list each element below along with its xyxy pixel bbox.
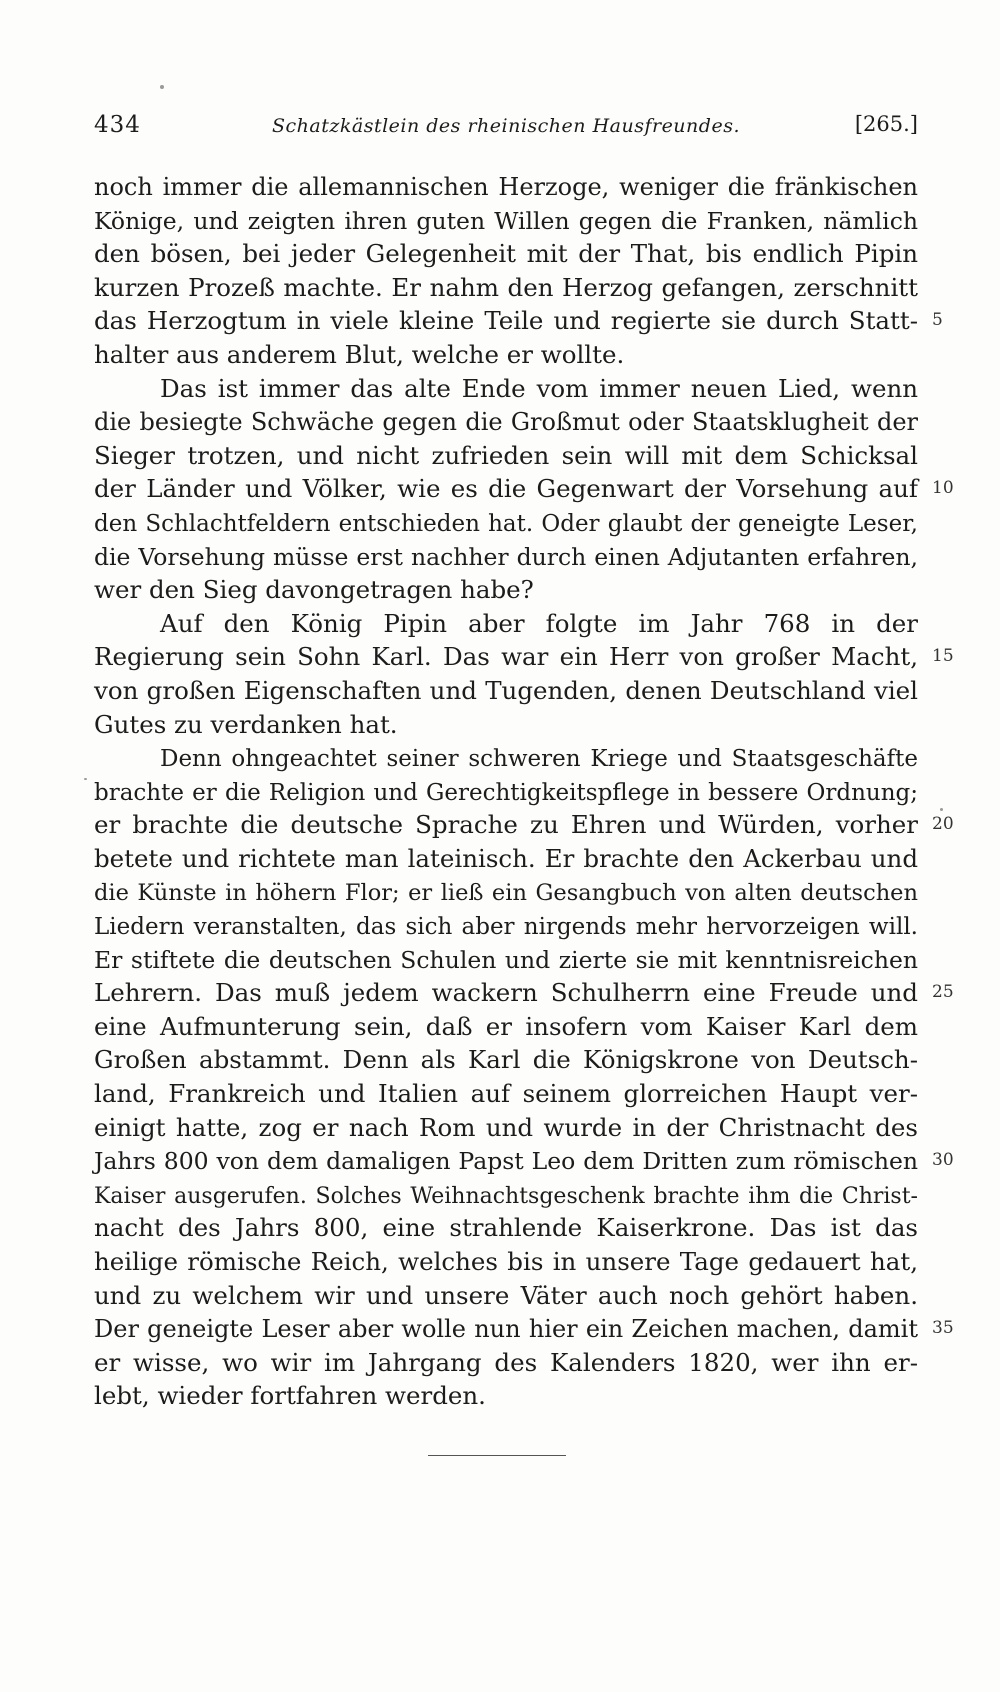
text-line xyxy=(94,405,918,439)
text-line xyxy=(94,1043,918,1077)
text-line xyxy=(94,842,918,876)
line-text: und zu welchem wir und unsere Väter auch noch gehört haben. xyxy=(94,1280,918,1310)
text-line xyxy=(94,170,918,204)
line-text: Sieger trotzen, und nicht zufrieden sein will mit dem Schicksal xyxy=(94,440,918,470)
line-text: die Vorsehung müsse erst nachher durch einen Adjutanten erfahren, xyxy=(94,542,918,571)
text-line xyxy=(94,875,918,909)
line-text: halter aus anderem Blut, welche er wollte. xyxy=(94,339,625,369)
line-text: land, Frankreich und Italien auf seinem glorreichen Haupt ver- xyxy=(94,1079,918,1109)
line-text: einigt hatte, zog er nach Rom und wurde in der Christnacht des xyxy=(94,1112,918,1142)
line-number: 25 xyxy=(932,982,954,1003)
text-line xyxy=(94,237,918,271)
line-text: noch immer die allemannischen Herzoge, weniger die fränkischen xyxy=(94,173,918,201)
line-text: heilige römische Reich, welches bis in unsere Tage gedauert hat, xyxy=(94,1247,918,1276)
text-line xyxy=(94,1111,918,1145)
line-text: Denn ohngeachtet seiner schweren Kriege und Staatsgeschäfte xyxy=(160,746,918,773)
section-mark: [265.] xyxy=(854,112,918,136)
text-line xyxy=(94,674,918,708)
line-text: Gutes zu verdanken hat. xyxy=(94,709,398,739)
line-text: Auf den König Pipin aber folgte im Jahr 768 in der xyxy=(160,608,918,638)
text-line xyxy=(94,1010,918,1044)
text-line xyxy=(94,540,918,574)
line-text: Das ist immer das alte Ende vom immer neuen Lied, wenn xyxy=(160,373,918,403)
page-number: 434 xyxy=(94,112,141,138)
text-line xyxy=(94,1346,918,1380)
running-title: Schatzkästlein des rheinischen Hausfreundes. xyxy=(272,115,740,137)
line-text: von großen Eigenschaften und Tugenden, denen Deutschland viel xyxy=(94,675,918,705)
end-divider xyxy=(428,1455,566,1456)
line-text: lebt, wieder fortfahren werden. xyxy=(94,1381,486,1411)
text-line xyxy=(94,1178,918,1212)
text-line xyxy=(94,909,918,943)
line-text: Liedern veranstalten, das sich aber nirgends mehr hervorzeigen will. xyxy=(94,914,918,941)
line-text: Der geneigte Leser aber wolle nun hier ein Zeichen machen, damit xyxy=(94,1315,918,1344)
text-line xyxy=(94,943,918,977)
text-line xyxy=(94,304,943,338)
line-text: den bösen, bei jeder Gelegenheit mit der That, bis endlich Pipin xyxy=(94,239,918,269)
text-line xyxy=(94,775,918,809)
text-line xyxy=(94,506,918,540)
text-line xyxy=(94,573,918,607)
line-text: kurzen Prozeß machte. Er nahm den Herzog gefangen, zerschnitt xyxy=(94,272,918,302)
text-line xyxy=(94,808,954,842)
line-text: Kaiser ausgerufen. Solches Weihnachtsgeschenk brachte ihm die Christ- xyxy=(94,1183,918,1209)
text-line xyxy=(94,976,954,1010)
line-text: nacht des Jahrs 800, eine strahlende Kaiserkrone. Das ist das xyxy=(94,1213,918,1243)
text-line xyxy=(94,1211,918,1245)
text-line xyxy=(94,472,954,506)
text-line xyxy=(94,1312,954,1346)
text-line xyxy=(94,1077,918,1111)
text-line xyxy=(94,640,954,674)
line-text: eine Aufmunterung sein, daß er insofern vom Kaiser Karl dem xyxy=(94,1011,918,1041)
line-text: der Länder und Völker, wie es die Gegenwart der Vorsehung auf xyxy=(94,474,918,504)
text-line xyxy=(94,1144,954,1178)
line-text: Jahrs 800 von dem damaligen Papst Leo dem Dritten zum römischen xyxy=(94,1147,918,1176)
line-text: Er stiftete die deutschen Schulen und zierte sie mit kenntnisreichen xyxy=(94,945,918,974)
text-line xyxy=(94,439,918,473)
text-line xyxy=(94,372,918,406)
body-text xyxy=(94,170,954,1413)
line-text: Lehrern. Das muß jedem wackern Schulherrn eine Freude und xyxy=(94,978,918,1008)
line-text: Großen abstammt. Denn als Karl die Königskrone von Deutsch- xyxy=(94,1045,918,1075)
line-text: Könige, und zeigten ihren guten Willen gegen die Franken, nämlich xyxy=(94,206,918,235)
line-text: die besiegte Schwäche gegen die Großmut oder Staatsklugheit der xyxy=(94,408,918,437)
line-text: brachte er die Religion und Gerechtigkeitspflege in bessere Ordnung; xyxy=(94,779,918,806)
paper-speck xyxy=(84,778,87,780)
text-line xyxy=(94,338,918,372)
text-line xyxy=(94,204,918,238)
line-number: 35 xyxy=(932,1318,954,1339)
line-text: betete und richtete man lateinisch. Er brachte den Ackerbau und xyxy=(94,843,918,873)
line-number: 20 xyxy=(932,814,954,835)
text-line xyxy=(94,271,918,305)
text-line xyxy=(94,708,918,742)
line-text: das Herzogtum in viele kleine Teile und regierte sie durch Statt- xyxy=(94,306,918,336)
line-text: er brachte die deutsche Sprache zu Ehren und Würden, vorher xyxy=(94,810,918,840)
text-line xyxy=(94,607,918,641)
line-text: den Schlachtfeldern entschieden hat. Oder glaubt der geneigte Leser, xyxy=(94,510,918,537)
line-text: wer den Sieg davongetragen habe? xyxy=(94,575,534,605)
paper-speck xyxy=(160,85,164,89)
line-number: 5 xyxy=(932,310,943,331)
line-number: 10 xyxy=(932,478,954,499)
line-number: 30 xyxy=(932,1150,954,1171)
line-number: 15 xyxy=(932,646,954,667)
text-line xyxy=(94,741,918,775)
text-line xyxy=(94,1245,918,1279)
line-text: er wisse, wo wir im Jahrgang des Kalenders 1820, wer ihn er- xyxy=(94,1347,918,1377)
line-text: die Künste in höhern Flor; er ließ ein Gesangbuch von alten deutschen xyxy=(94,880,918,907)
page-header xyxy=(94,112,918,146)
line-text: Regierung sein Sohn Karl. Das war ein Herr von großer Macht, xyxy=(94,642,918,672)
text-line xyxy=(94,1379,918,1413)
text-line xyxy=(94,1279,918,1313)
